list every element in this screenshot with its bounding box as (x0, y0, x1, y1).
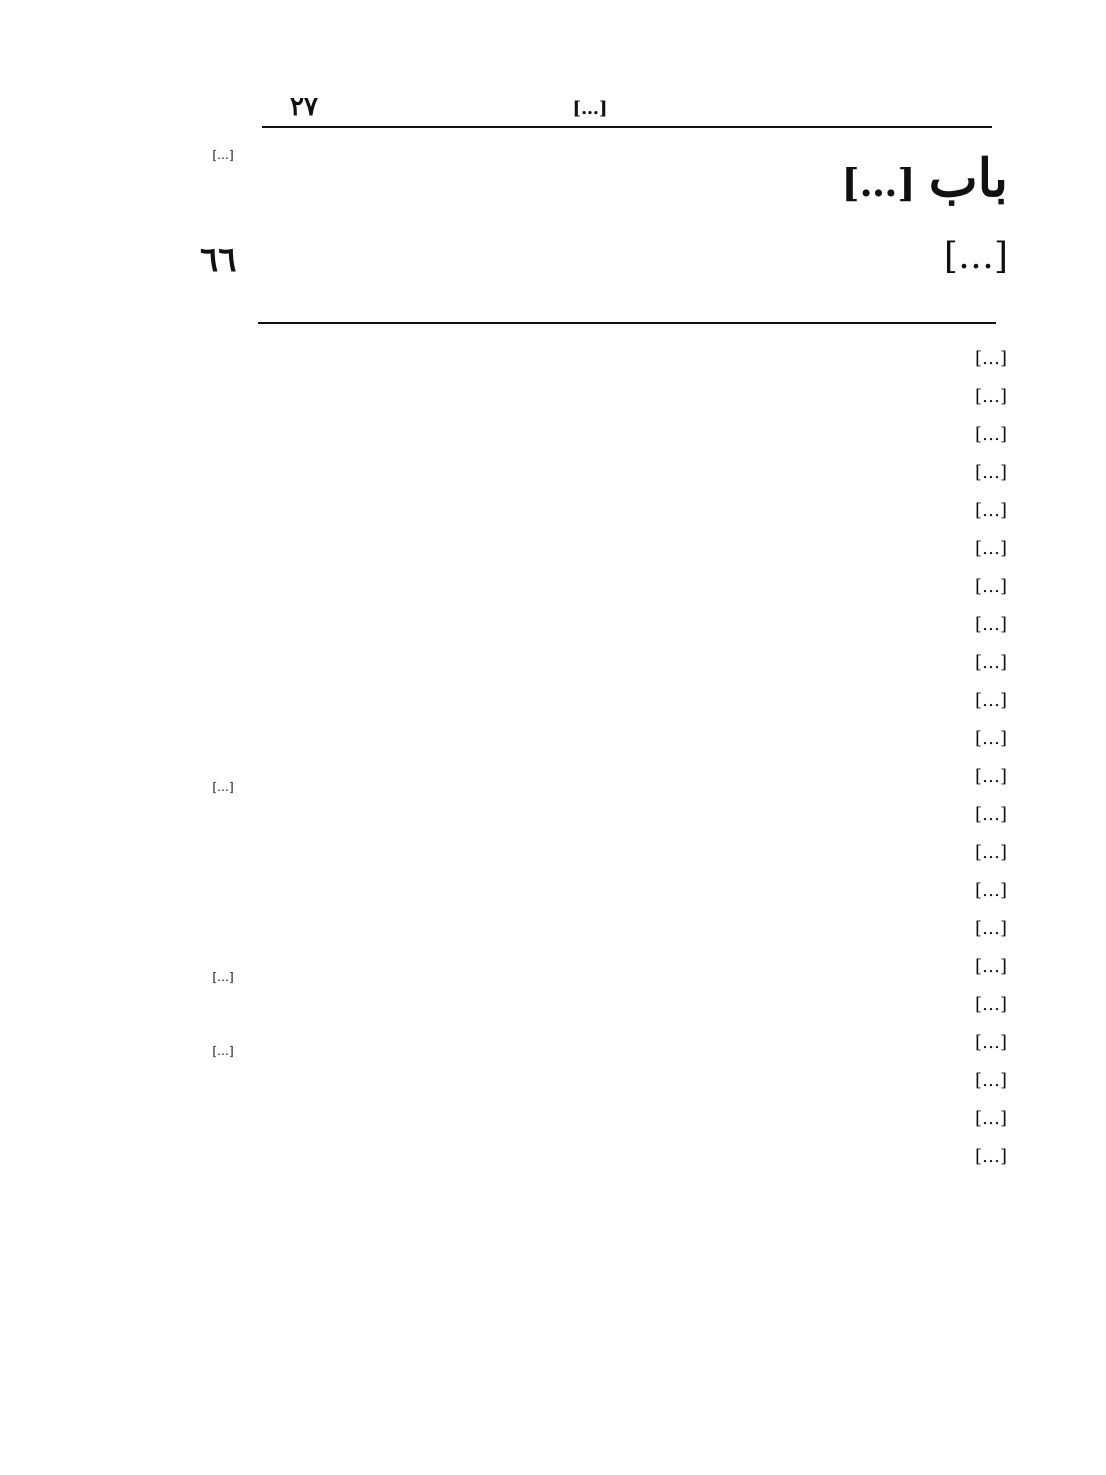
commentary-line: […] (974, 728, 1007, 749)
margin-note: […] (212, 780, 234, 794)
section-divider (258, 322, 996, 324)
margin-note: […] (212, 1044, 234, 1058)
commentary-line: […] (974, 386, 1007, 407)
commentary-line: […] (974, 994, 1007, 1015)
commentary-line: […] (974, 614, 1007, 635)
commentary-line: […] (974, 462, 1007, 483)
commentary-line: […] (974, 1108, 1007, 1129)
margin-note: […] (212, 148, 234, 162)
header-rule (262, 126, 992, 128)
chapter-heading (268, 148, 1008, 228)
commentary-line: […] (974, 348, 1007, 369)
commentary-line: […] (974, 1070, 1007, 1091)
commentary-line: […] (974, 842, 1007, 863)
commentary-line: […] (974, 424, 1007, 445)
isnad-line (200, 236, 1008, 306)
isnad-text: […] (943, 236, 1008, 277)
commentary-line: […] (974, 1032, 1007, 1053)
commentary-text (262, 340, 1007, 1176)
hadith-number: ٦٦ (200, 240, 237, 280)
chapter-keyword: باب (928, 148, 1008, 209)
commentary-line: […] (974, 956, 1007, 977)
margin-note: […] (212, 970, 234, 984)
commentary-line: […] (974, 576, 1007, 597)
commentary-line: […] (974, 880, 1007, 901)
commentary-line: […] (974, 538, 1007, 559)
commentary-line: […] (974, 1146, 1007, 1167)
commentary-line: […] (974, 804, 1007, 825)
commentary-line: […] (974, 652, 1007, 673)
commentary-line: […] (974, 690, 1007, 711)
commentary-line: […] (974, 766, 1007, 787)
commentary-line: […] (974, 918, 1007, 939)
page-number: ٢٧ (290, 92, 318, 122)
chapter-title: […] (841, 160, 916, 205)
running-header (260, 92, 860, 124)
book-title: […] (572, 98, 608, 119)
commentary-line: […] (974, 500, 1007, 521)
